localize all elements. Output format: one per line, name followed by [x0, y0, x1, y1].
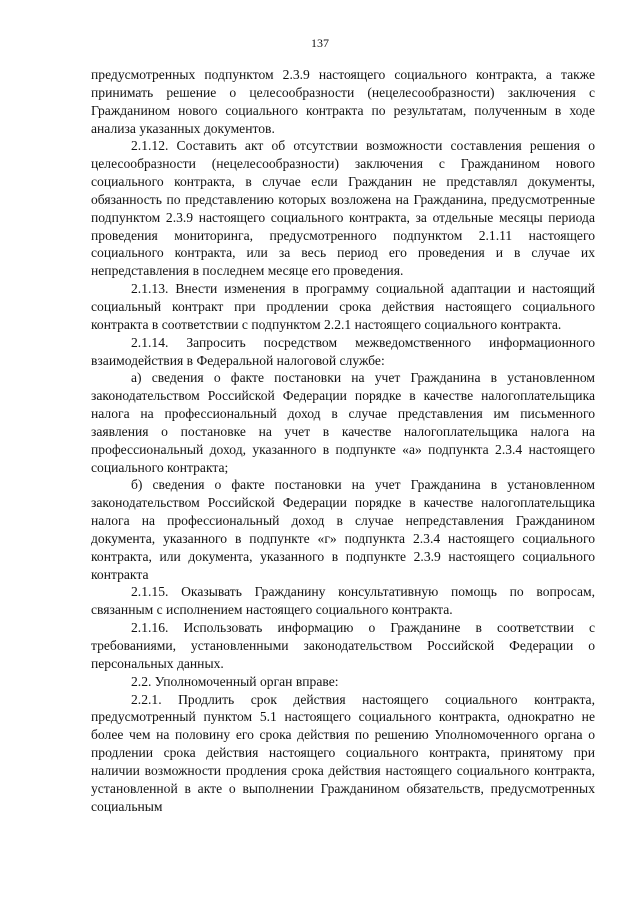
paragraph-2-1-12: 2.1.12. Составить акт об отсутствии возможности составления решения о целесообразности (нецелесообразности) заключения с Гражданином нового социального контракта, в случае если Гражданин не представлял документы, обязанность по представлению которых возложена на Гражданина, предусмотренные подпунктом 2.3.9 настоящего социального контракта, за отдельные месяцы периода проведения мониторинга, предусмотренного подпунктом 2.1.11 настоящего социального контракта, или за весь период его проведения и в случае их непредставления в последнем месяце его проведения. [91, 138, 595, 279]
page-number: 137 [311, 36, 329, 50]
paragraph-2-1-16: 2.1.16. Использовать информацию о Гражданине в соответствии с требованиями, установленными законодательством Российской Федерации о персональных данных. [91, 620, 595, 671]
paragraph-2-2: 2.2. Уполномоченный орган вправе: [131, 673, 339, 689]
paragraph-2-1-14-b: б) сведения о факте постановки на учет Гражданина в установленном законодательством Российской Федерации порядке в качестве налогоплательщика налога на профессиональный доход в случае непредставления Гражданином документа, указанного в подпункте «г» подпункта 2.3.4 настоящего социального контракта, или документа, указанного в подпункте 2.3.9 настоящего социального контракта [91, 477, 595, 582]
document-body [91, 66, 595, 815]
paragraph-continuation: предусмотренных подпунктом 2.3.9 настоящего социального контракта, а также принимать решение о целесообразности (нецелесообразности) заключения с Гражданином нового социального контракта по результатам, полученным в ходе анализа указанных документов. [91, 67, 595, 136]
paragraph-2-1-14-a: а) сведения о факте постановки на учет Гражданина в установленном законодательством Российской Федерации порядке в качестве налогоплательщика налога на профессиональный доход в случае представления им письменного заявления о постановке на учет в качестве налогоплательщика налога на профессиональный доход, указанного в подпункте «а» подпункта 2.3.4 настоящего социального контракта; [91, 370, 595, 475]
paragraph-2-1-15: 2.1.15. Оказывать Гражданину консультативную помощь по вопросам, связанным с исполнением настоящего социального контракта. [91, 584, 595, 618]
paragraph-2-2-1: 2.2.1. Продлить срок действия настоящего социального контракта, предусмотренный пунктом 5.1 настоящего социального контракта, однократно не более чем на половину его срока действия по решению Уполномоченного органа о продлении срока действия настоящего социального контракта, принятому при наличии возможности продления срока действия настоящего социального контракта, установленной в акте о выполнении Гражданином обязательств, предусмотренных социальным [91, 691, 595, 814]
paragraph-2-1-13: 2.1.13. Внести изменения в программу социальной адаптации и настоящий социальный контракт при продлении срока действия настоящего социального контракта в соответствии с подпунктом 2.2.1 настоящего социального контракта. [91, 281, 595, 332]
paragraph-2-1-14: 2.1.14. Запросить посредством межведомственного информационного взаимодействия в Федеральной налоговой службе: [91, 334, 595, 368]
